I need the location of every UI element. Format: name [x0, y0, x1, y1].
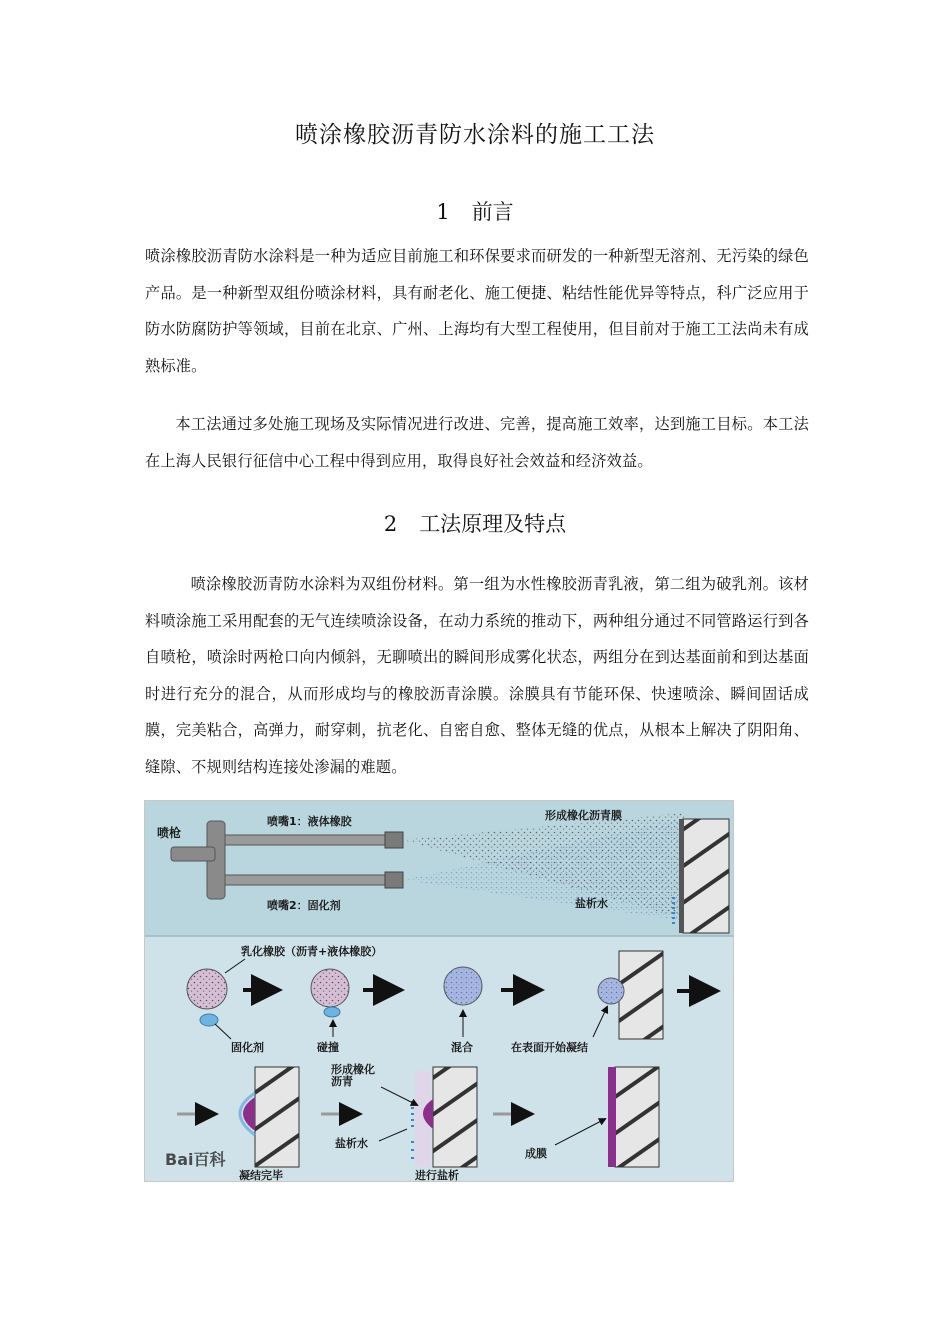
section-number: 2: [383, 512, 398, 536]
wall-salting-out: [433, 1067, 477, 1167]
wall-film: [615, 1067, 659, 1167]
film-layer: [608, 1067, 616, 1167]
section-heading: 工法原理及特点: [419, 512, 567, 536]
label-start-setting: 在表面开始凝结: [511, 1041, 588, 1054]
label-salt-water-bottom: 盐析水: [335, 1137, 368, 1150]
wall-setting-done: [255, 1067, 299, 1167]
label-salting-out: 进行盐析: [415, 1169, 459, 1182]
label-film-forming: 成膜: [525, 1147, 547, 1160]
label-nozzle-2: 喷嘴2：固化剂: [267, 899, 341, 912]
label-collision: 碰撞: [317, 1041, 339, 1054]
paragraph: 喷涂橡胶沥青防水涂料是一种为适应目前施工和环保要求而研发的一种新型无溶剂、无污染的绿色产品。是一种新型双组份喷涂材料，具有耐老化、施工便捷、粘结性能优异等特点，科广泛应用于防水防腐防护等领域，目前在北京、广州、上海均有大型工程使用，但目前对于施工工法尚未有成熟标准。: [145, 247, 809, 375]
label-setting-done: 凝结完毕: [239, 1169, 283, 1182]
section-1-heading: [0, 196, 950, 226]
wall-top: [683, 819, 729, 933]
page-title: 喷涂橡胶沥青防水涂料的施工工法: [295, 122, 655, 148]
wall-setting: [619, 951, 663, 1039]
label-curing-agent: 固化剂: [231, 1041, 264, 1054]
label-spray-gun: 喷枪: [157, 826, 182, 840]
label-membrane: 形成橡化沥青膜: [545, 809, 622, 822]
section-number: 1: [436, 200, 450, 224]
section-heading: 前言: [471, 200, 514, 224]
watermark: Bai百科: [165, 1150, 226, 1169]
label-salt-water-top: 盐析水: [575, 897, 608, 910]
label-mixing: 混合: [451, 1041, 473, 1054]
label-emulsion: 乳化橡胶（沥青+液体橡胶）: [241, 945, 383, 958]
spray-process-figure: [144, 800, 734, 1182]
label-nozzle-1: 喷嘴1：液体橡胶: [267, 815, 352, 828]
paragraph: 喷涂橡胶沥青防水涂料为双组份材料。第一组为水性橡胶沥青乳液，第二组为破乳剂。该材料喷涂施工采用配套的无气连续喷涂设备，在动力系统的推动下，两种组分通过不同管路运行到各自喷枪，喷涂时两枪口向内倾斜，无聊喷出的瞬间形成雾化状态，两组分在到达基面前和到达基面时进行充分的混合，从而形成均与的橡胶沥青涂膜。涂膜具有节能环保、快速喷涂、瞬间固话成膜，完美粘合，高弹力，耐穿刺，抗老化、自密自愈、整体无缝的优点，从根本上解决了阴阳角、缝隙、不规则结构连接处渗漏的难题。: [145, 575, 809, 776]
paragraph: 本工法通过多处施工现场及实际情况进行改进、完善，提高施工效率，达到施工目标。本工法在上海人民银行征信中心工程中得到应用，取得良好社会效益和经济效益。: [145, 415, 809, 470]
section-2-heading: [0, 508, 950, 538]
label-asphalt-1: 形成橡化: [331, 1063, 375, 1076]
label-asphalt-2: 沥青: [331, 1075, 353, 1088]
